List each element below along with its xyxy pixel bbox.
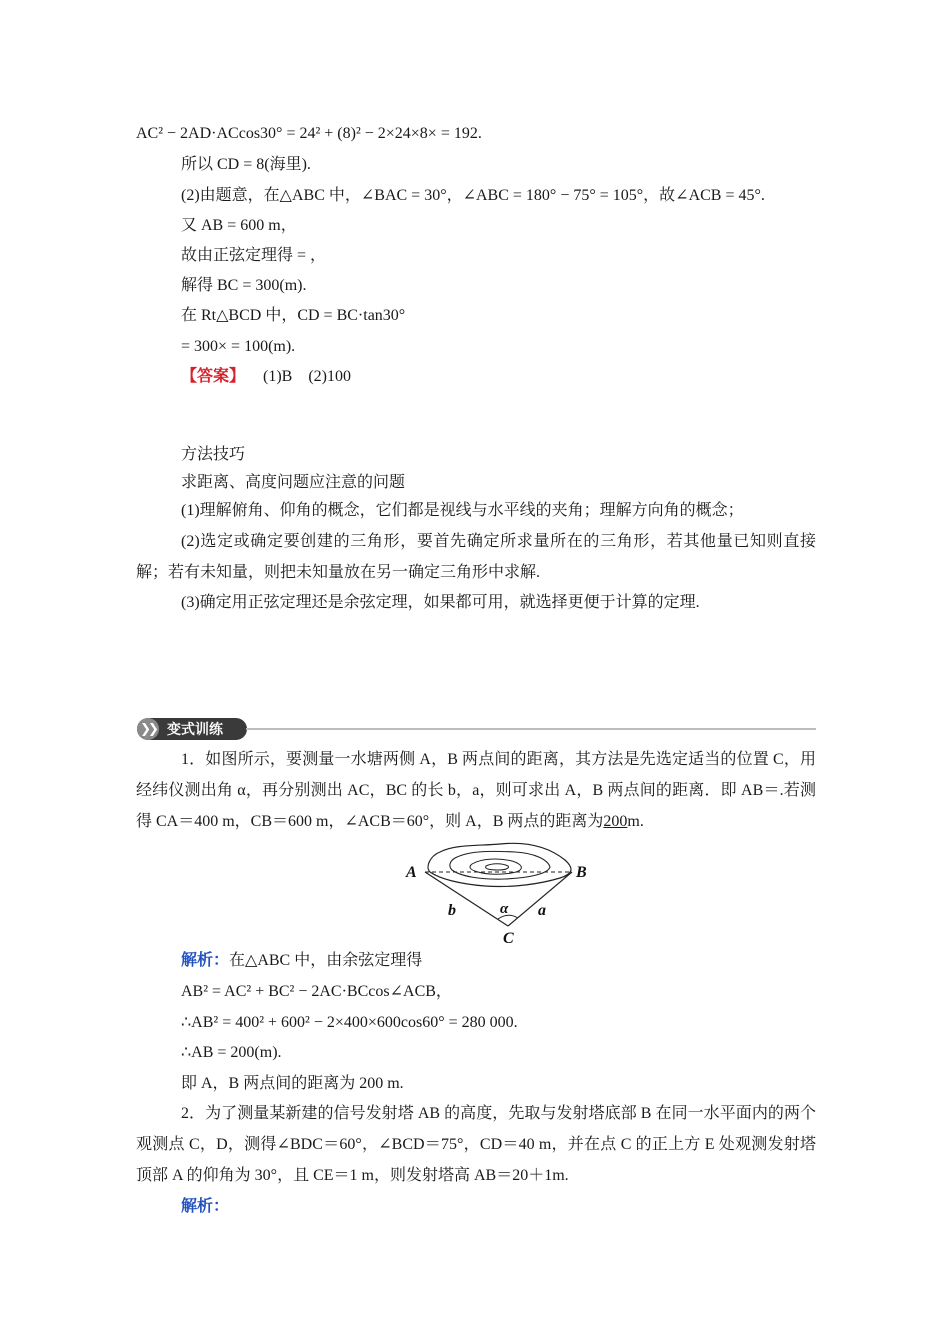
figure-label-B: B [576, 864, 587, 881]
q1-analysis-line-5: 即 A，B 两点间的距离为 200 m. [181, 1075, 404, 1092]
banner-label: 变式训练 [167, 722, 223, 738]
section-banner [137, 718, 247, 740]
solution-line-4: 又 AB = 600 m， [181, 217, 297, 234]
method-title: 方法技巧 [181, 446, 246, 463]
solution-line-6: 解得 BC = 300(m). [181, 277, 307, 294]
q1-analysis-line-3: ∴AB² = 400² + 600² − 2×400×600cos60° = 280 000. [181, 1014, 518, 1031]
solution-line-7: 在 Rt△BCD 中，CD = BC·tan30° [181, 307, 406, 324]
solution-line-8: = 300× = 100(m). [181, 338, 296, 355]
q1-analysis-label: 解析： [181, 952, 230, 969]
method-point-2: (2)选定或确定要创建的三角形，要首先确定所求量所在的三角形，若其他量已知则直接解；若有未知量，则把未知量放在另一确定三角形中求解. [136, 533, 816, 581]
figure-label-b: b [448, 902, 456, 919]
method-subtitle: 求距离、高度问题应注意的问题 [181, 474, 406, 491]
q2-analysis-label: 解析： [181, 1198, 230, 1215]
solution-line-2: 所以 CD = 8(海里). [181, 156, 311, 173]
pond-figure [400, 842, 600, 946]
method-point-1: (1)理解俯角、仰角的概念，它们都是视线与水平线的夹角；理解方向角的概念； [181, 502, 744, 519]
figure-label-A: A [406, 864, 417, 881]
answer-label: 【答案】 [181, 368, 246, 385]
solution-line-3: (2)由题意，在△ABC 中，∠BAC = 30°，∠ABC = 180° − 75° = 105°，故∠ACB = 45°. [181, 187, 765, 204]
solution-line-5: 故由正弦定理得 = ， [181, 247, 327, 264]
question-2: 2．为了测量某新建的信号发射塔 AB 的高度，先取与发射塔底部 B 在同一水平面内的两个观测点 C，D，测得∠BDC＝60°，∠BCD＝75°，CD＝40 m，并在点 C 的正上方 E 处观测发射塔顶部 A 的仰角为 30°，且 CE＝1 m，则发射塔高 AB＝20＋1m. [136, 1105, 816, 1184]
question-1-answer: 200 [603, 813, 628, 830]
q1-analysis-line-2: AB² = AC² + BC² − 2AC·BCcos∠ACB， [181, 983, 452, 1000]
figure-label-alpha: α [500, 901, 509, 917]
figure-label-a: a [538, 902, 546, 919]
method-point-3: (3)确定用正弦定理还是余弦定理，如果都可用，就选择更便于计算的定理. [181, 594, 700, 611]
double-chevron-icon: ❯❯ [137, 718, 159, 740]
q1-analysis-line-4: ∴AB = 200(m). [181, 1044, 282, 1061]
banner-divider [246, 728, 816, 730]
question-1: 1．如图所示，要测量一水塘两侧 A，B 两点间的距离，其方法是先选定适当的位置 C，用经纬仪测出角 α，再分别测出 AC，BC 的长 b，a，则可求出 A，B 两点间的距离．即 AB＝.若测得 CA＝400 m，CB＝600 m，∠ACB＝60°，则 A，B 两点的距离为200m. [136, 751, 816, 830]
answer-line [181, 366, 816, 388]
answer-value: (1)B (2)100 [263, 368, 352, 385]
solution-line-1: AC² − 2AD·ACcos30° = 24² + (8)² − 2×24×8× = 192. [136, 125, 482, 142]
figure-label-C: C [503, 930, 514, 946]
q1-analysis-line-1: 解析：在△ABC 中，由余弦定理得 [181, 952, 423, 969]
